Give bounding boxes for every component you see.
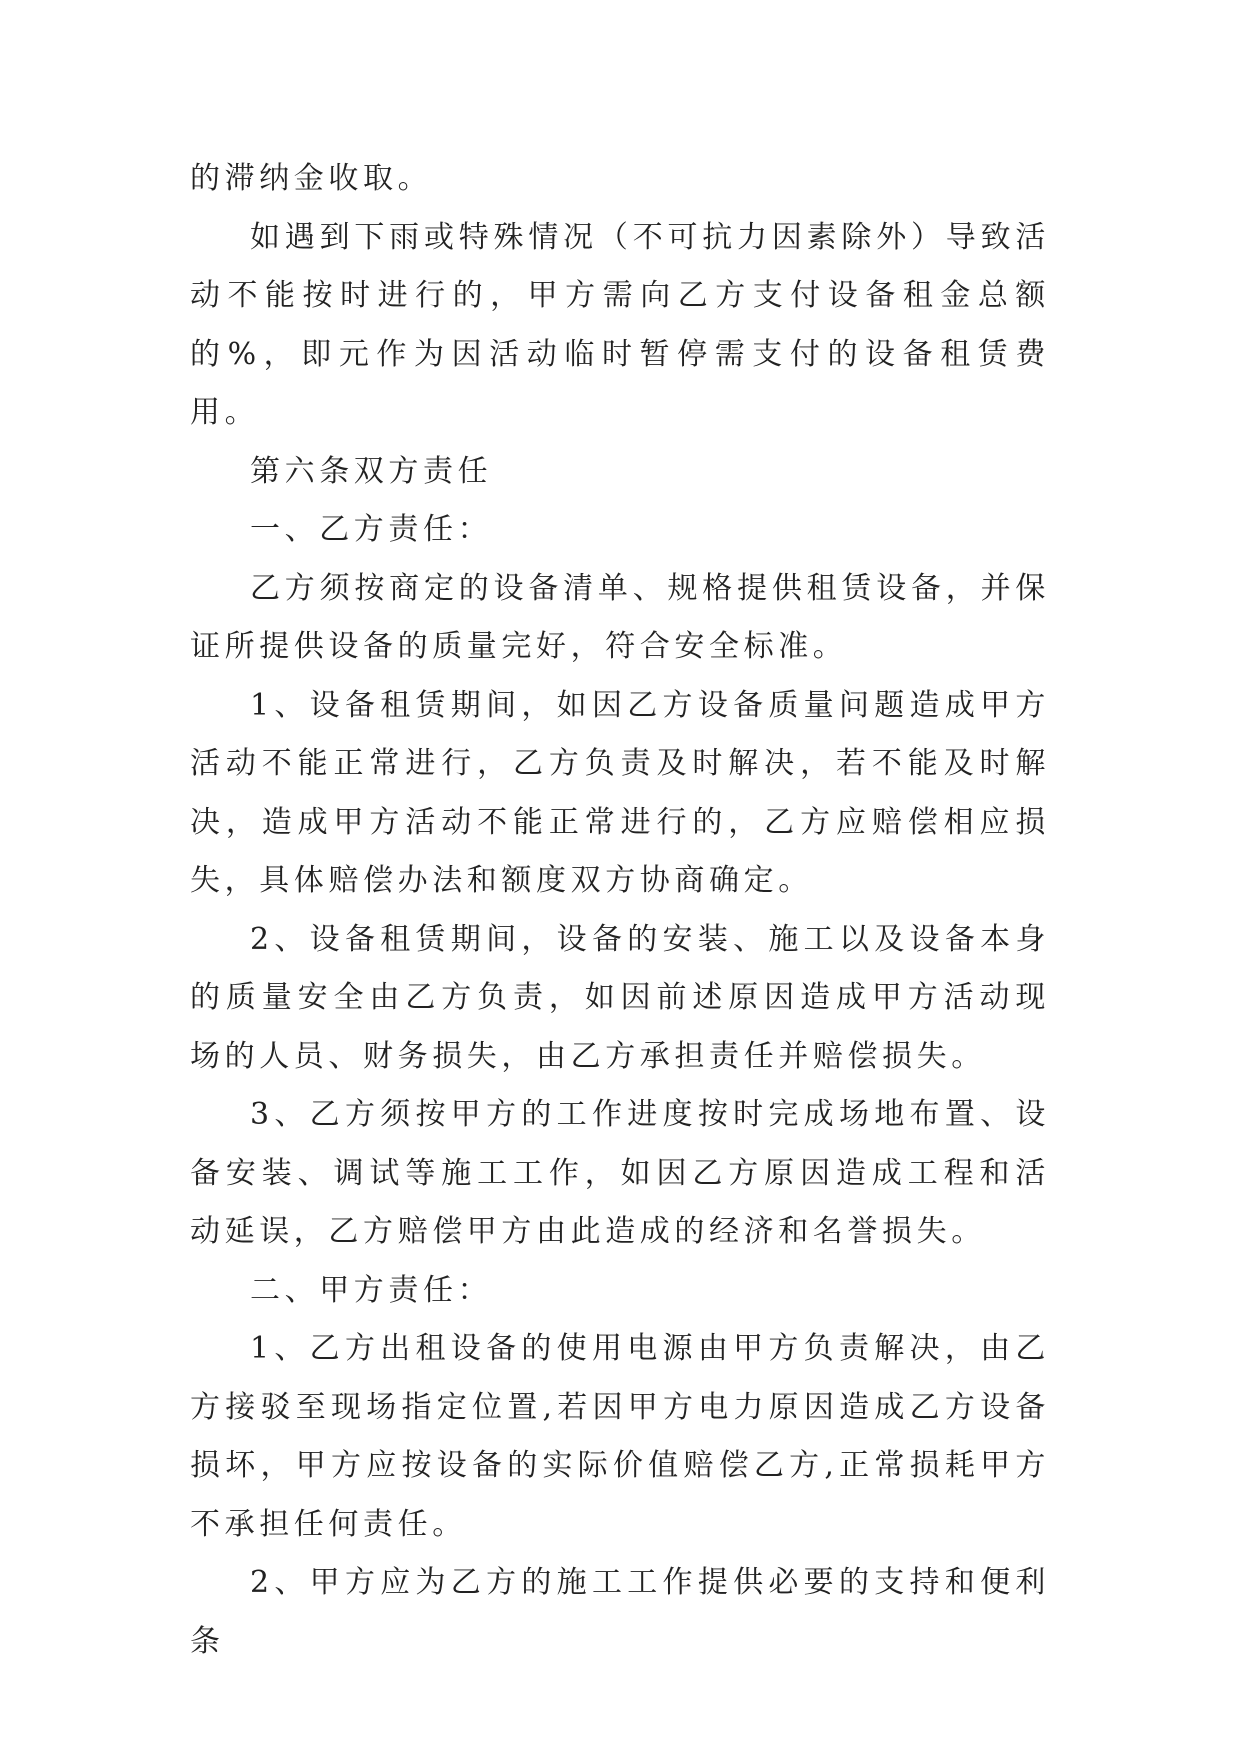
paragraph-party-a-item-2: 2、甲方应为乙方的施工工作提供必要的支持和便利条: [190, 1565, 1050, 1659]
paragraph-party-a-item-1: 1、乙方出租设备的使用电源由甲方负责解决，由乙方接驳至现场指定位置,若因甲方电力原因造成乙方设备损坏，甲方应按设备的实际价值赔偿乙方,正常损耗甲方不承担任何责任。: [190, 1331, 1050, 1542]
paragraph-party-b-supply: 乙方须按商定的设备清单、规格提供租赁设备，并保证所提供设备的质量完好，符合安全标准。: [190, 570, 1050, 664]
document-body: [190, 150, 1050, 1671]
subheading-party-b-duties: 一、乙方责任：: [250, 512, 493, 547]
subheading-party-a-duties: 二、甲方责任：: [250, 1272, 493, 1308]
paragraph-rain-delay: 如遇到下雨或特殊情况（不可抗力因素除外）导致活动不能按时进行的，甲方需向乙方支付设备租金总额的%，即元作为因活动临时暂停需支付的设备租赁费用。: [190, 219, 1050, 430]
paragraph-party-b-item-2: 2、设备租赁期间，设备的安装、施工以及设备本身的质量安全由乙方负责，如因前述原因造成甲方活动现场的人员、财务损失，由乙方承担责任并赔偿损失。: [190, 921, 1050, 1074]
paragraph-party-b-item-3: 3、乙方须按甲方的工作进度按时完成场地布置、设备安装、调试等施工工作，如因乙方原因造成工程和活动延误，乙方赔偿甲方由此造成的经济和名誉损失。: [190, 1097, 1050, 1249]
paragraph-party-b-item-1: 1、设备租赁期间，如因乙方设备质量问题造成甲方活动不能正常进行，乙方负责及时解决，若不能及时解决，造成甲方活动不能正常进行的，乙方应赔偿相应损失，具体赔偿办法和额度双方协商确定。: [190, 687, 1050, 898]
paragraph-late-fee-end: 的滞纳金收取。: [190, 161, 433, 196]
section-heading-article-six: 第六条双方责任: [250, 453, 493, 489]
